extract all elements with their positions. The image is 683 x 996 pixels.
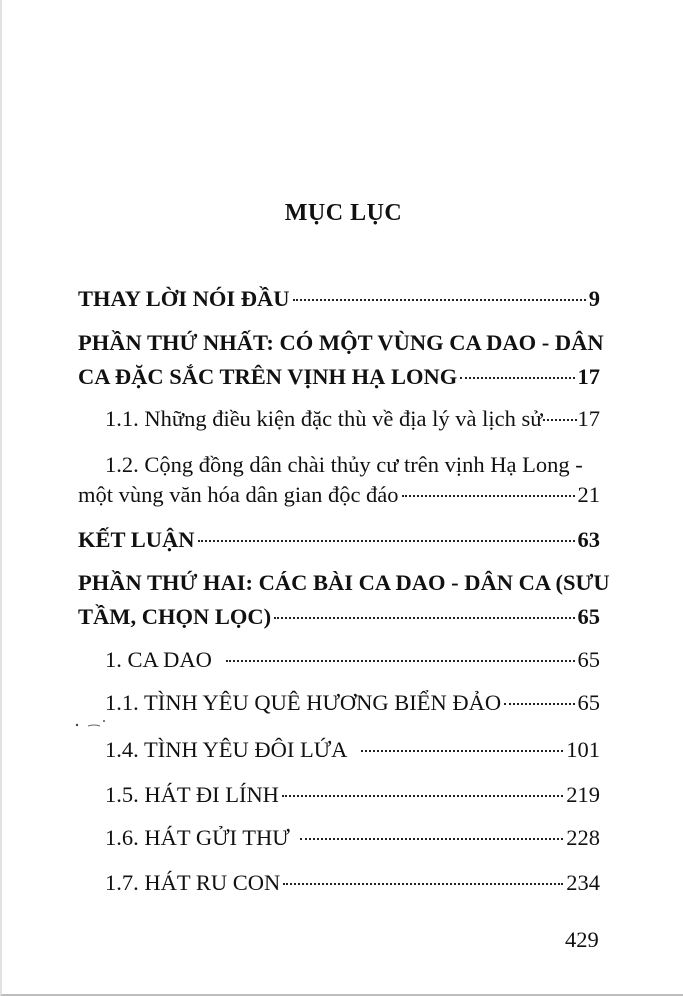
dot-leader bbox=[283, 883, 563, 885]
toc-entry-ca-dao[interactable] bbox=[105, 645, 600, 675]
dot-leader bbox=[504, 703, 574, 705]
toc-entry-part-two-line-1[interactable]: PHẦN THỨ HAI: CÁC BÀI CA DAO - DÂN CA (SƯU bbox=[78, 570, 610, 595]
toc-entry-section-1-1-homeland[interactable] bbox=[105, 688, 600, 718]
page-title: MỤC LỤC bbox=[284, 200, 403, 226]
toc-entry-title: 1.4. TÌNH YÊU ĐÔI LỨA bbox=[105, 737, 348, 762]
toc-entry-title: 1.7. HÁT RU CON bbox=[105, 870, 281, 895]
dot-leader bbox=[282, 795, 563, 797]
toc-entry-title: TẦM, CHỌN LỌC) bbox=[78, 604, 272, 629]
toc-entry-section-1-6[interactable] bbox=[105, 823, 600, 853]
toc-entry-title: 1. CA DAO bbox=[105, 647, 212, 672]
toc-entry-page: 228 bbox=[566, 825, 600, 850]
toc-entry-conclusion[interactable] bbox=[78, 525, 600, 555]
dot-leader bbox=[300, 838, 564, 840]
toc-entry-title: một vùng văn hóa dân gian độc đáo bbox=[78, 482, 399, 507]
toc-entry-page: 101 bbox=[566, 737, 600, 762]
toc-entry-page: 63 bbox=[577, 527, 600, 552]
toc-entry-section-1-2[interactable] bbox=[78, 480, 600, 510]
toc-entry-part-two[interactable] bbox=[78, 602, 600, 632]
toc-entry-title: 1.5. HÁT ĐI LÍNH bbox=[105, 782, 279, 807]
toc-entry-section-1-1[interactable] bbox=[105, 404, 600, 434]
ink-smudge bbox=[74, 718, 114, 730]
toc-entry-title: KẾT LUẬN bbox=[78, 527, 195, 552]
toc-entry-page: 65 bbox=[577, 690, 600, 715]
dot-leader bbox=[543, 419, 576, 421]
toc-entry-page: 65 bbox=[577, 647, 600, 672]
toc-entry-section-1-2-line-1[interactable]: 1.2. Cộng đồng dân chài thủy cư trên vịnh Hạ Long - bbox=[105, 452, 583, 477]
toc-entry-page: 9 bbox=[588, 286, 600, 311]
toc-entry-title: 1.1. TÌNH YÊU QUÊ HƯƠNG BIỂN ĐẢO bbox=[105, 690, 502, 715]
toc-entry-foreword[interactable] bbox=[78, 284, 600, 314]
toc-entry-title: 1.6. HÁT GỬI THƯ bbox=[105, 825, 290, 850]
toc-entry-page: 65 bbox=[577, 604, 600, 629]
dot-leader bbox=[198, 540, 575, 542]
dot-leader bbox=[226, 660, 575, 662]
dot-leader bbox=[460, 377, 574, 379]
page-number: 429 bbox=[565, 927, 599, 952]
dot-leader bbox=[402, 495, 575, 497]
toc-entry-title: THAY LỜI NÓI ĐẦU bbox=[78, 286, 290, 311]
toc-entry-section-1-5[interactable] bbox=[105, 780, 600, 810]
toc-entry-section-1-7[interactable] bbox=[105, 868, 600, 898]
toc-entry-part-one[interactable] bbox=[78, 362, 600, 392]
toc-entry-page: 219 bbox=[566, 782, 600, 807]
toc-entry-page: 17 bbox=[577, 364, 600, 389]
toc-entry-page: 17 bbox=[577, 406, 600, 431]
toc-entry-title: CA ĐẶC SẮC TRÊN VỊNH HẠ LONG bbox=[78, 364, 458, 389]
dot-leader bbox=[361, 750, 563, 752]
toc-entry-page: 21 bbox=[577, 482, 600, 507]
toc-entry-page: 234 bbox=[566, 870, 600, 895]
dot-leader bbox=[293, 299, 586, 301]
toc-entry-title: 1.1. Những điều kiện đặc thù về địa lý và lịch sử bbox=[105, 406, 543, 431]
toc-entry-part-one-line-1[interactable]: PHẦN THỨ NHẤT: CÓ MỘT VÙNG CA DAO - DÂN bbox=[78, 330, 604, 355]
dot-leader bbox=[274, 617, 574, 619]
toc-entry-section-1-4[interactable] bbox=[105, 735, 600, 765]
